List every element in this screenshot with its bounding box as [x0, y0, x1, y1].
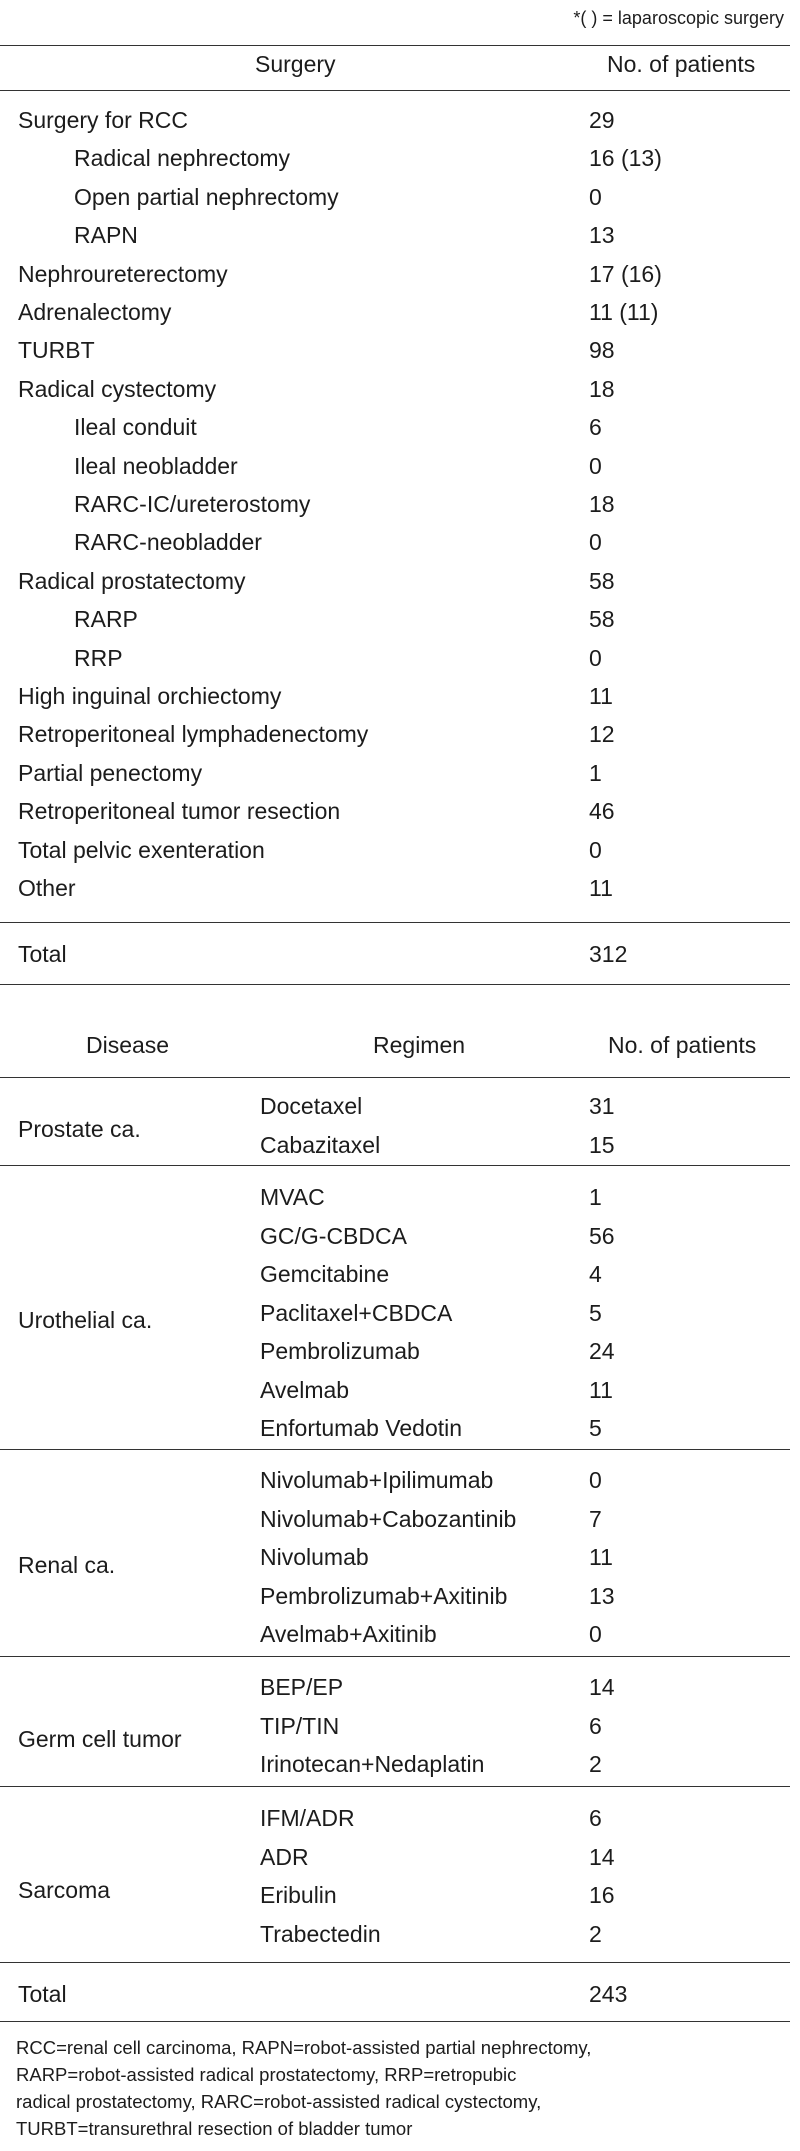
regimen-name: Avelmab	[260, 1376, 350, 1403]
regimen-count: 16	[589, 1882, 615, 1908]
regimen-count: 2	[589, 1751, 602, 1777]
surgery-count: 6	[589, 414, 602, 441]
surgery-name: Open partial nephrectomy	[74, 183, 339, 210]
disease-label: Renal ca.	[18, 1552, 116, 1578]
regimen-count: 5	[589, 1299, 602, 1326]
regimen-count: 4	[589, 1261, 602, 1287]
table-rule	[0, 1077, 790, 1078]
regimen-name: BEP/EP	[260, 1674, 344, 1700]
surgery-name: RARC-IC/ureterostomy	[74, 491, 311, 517]
total-label: Total	[18, 1981, 67, 2007]
regimen-header: Regimen	[373, 1032, 466, 1058]
surgery-name: High inguinal orchiectomy	[18, 683, 282, 709]
regimen-name: IFM/ADR	[260, 1805, 355, 1831]
surgery-count: 18	[589, 375, 615, 402]
table-rule	[0, 1962, 790, 1963]
regimen-name: Trabectedin	[260, 1920, 381, 1947]
footnote-line: RCC=renal cell carcinoma, RAPN=robot-assisted partial nephrectomy,	[16, 2037, 592, 2058]
regimen-count: 11	[589, 1376, 613, 1403]
regimen-count: 0	[589, 1467, 602, 1493]
surgery-name: RARC-neobladder	[74, 529, 262, 556]
regimen-count: 14	[589, 1674, 615, 1700]
surgery-name: Radical nephrectomy	[74, 145, 291, 172]
surgery-name: Adrenalectomy	[18, 299, 172, 325]
surgery-count: 1	[589, 759, 602, 786]
surgery-name: Surgery for RCC	[18, 107, 188, 133]
regimen-count: 24	[589, 1338, 615, 1364]
regimen-name: GC/G-CBDCA	[260, 1222, 407, 1249]
footnote-line: radical prostatectomy, RARC=robot-assisted radical cystectomy,	[16, 2091, 542, 2112]
surgery-count: 17 (16)	[589, 260, 662, 287]
regimen-name: Eribulin	[260, 1882, 337, 1908]
disease-header: Disease	[86, 1032, 170, 1058]
surgery-name: RARP	[74, 606, 138, 633]
surgery-name: Ileal conduit	[74, 414, 197, 441]
surgery-name: Ileal neobladder	[74, 452, 238, 479]
regimen-name: Enfortumab Vedotin	[260, 1415, 463, 1441]
regimen-count: 13	[589, 1582, 615, 1609]
regimen-name: MVAC	[260, 1184, 325, 1210]
regimen-count: 7	[589, 1505, 602, 1532]
surgery-count: 46	[589, 798, 615, 825]
disease-label: Urothelial ca.	[18, 1307, 153, 1333]
surgery-count: 0	[589, 644, 602, 671]
regimen-name: Nivolumab	[260, 1544, 369, 1570]
table-rule	[0, 90, 790, 91]
surgery-count: 0	[589, 529, 602, 556]
surgery-count: 0	[589, 836, 602, 863]
footnote-line: RARP=robot-assisted radical prostatectomy, RRP=retropubic	[16, 2064, 517, 2085]
regimen-count: 2	[589, 1920, 602, 1947]
total-value: 243	[589, 1981, 628, 2007]
regimen-count: 14	[589, 1843, 615, 1870]
surgery-count: 11	[589, 875, 613, 901]
surgery-count: 29	[589, 107, 615, 133]
surgery-name: Total pelvic exenteration	[18, 836, 265, 863]
total-label: Total	[18, 941, 67, 967]
surgery-name: Retroperitoneal lymphadenectomy	[18, 721, 369, 748]
regimen-count: 1	[589, 1184, 602, 1210]
regimen-name: Pembrolizumab+Axitinib	[260, 1582, 508, 1609]
table-rule	[0, 1656, 790, 1657]
surgery-count: 0	[589, 183, 602, 210]
regimen-count: 6	[589, 1712, 602, 1739]
regimen-name: Pembrolizumab	[260, 1338, 420, 1364]
table-rule	[0, 984, 790, 985]
table-rule	[0, 1449, 790, 1450]
total-value: 312	[589, 941, 628, 967]
regimen-name: TIP/TIN	[260, 1712, 340, 1739]
regimen-count: 31	[589, 1093, 615, 1119]
regimen-name: Paclitaxel+CBDCA	[260, 1299, 453, 1326]
regimen-name: Avelmab+Axitinib	[260, 1621, 437, 1647]
patients-header: No. of patients	[607, 51, 756, 77]
regimen-count: 15	[589, 1131, 615, 1158]
surgery-name: Retroperitoneal tumor resection	[18, 798, 341, 825]
regimen-name: Cabazitaxel	[260, 1131, 381, 1158]
disease-label: Prostate ca.	[18, 1116, 141, 1142]
laparoscopic-note: *( ) = laparoscopic surgery	[573, 8, 784, 28]
regimen-count: 6	[589, 1805, 602, 1831]
regimen-name: Irinotecan+Nedaplatin	[260, 1751, 485, 1777]
regimen-name: Gemcitabine	[260, 1261, 390, 1287]
surgery-name: TURBT	[18, 337, 95, 364]
disease-label: Germ cell tumor	[18, 1726, 182, 1752]
regimen-count: 5	[589, 1415, 602, 1441]
surgery-count: 0	[589, 452, 602, 479]
regimen-count: 0	[589, 1621, 602, 1647]
footnote-line: TURBT=transurethral resection of bladder tumor	[16, 2118, 413, 2139]
regimen-name: Nivolumab+Cabozantinib	[260, 1505, 517, 1532]
surgery-count: 12	[589, 721, 615, 748]
table-rule	[0, 2021, 790, 2022]
table-rule	[0, 922, 790, 923]
surgery-count: 13	[589, 222, 615, 249]
surgery-count: 18	[589, 491, 615, 517]
table-rule	[0, 1786, 790, 1787]
regimen-name: Docetaxel	[260, 1093, 363, 1119]
disease-label: Sarcoma	[18, 1877, 111, 1903]
regimen-name: ADR	[260, 1843, 309, 1870]
surgery-name: Partial penectomy	[18, 759, 203, 786]
patients-header: No. of patients	[608, 1032, 757, 1058]
surgery-name: Radical cystectomy	[18, 375, 217, 402]
surgery-name: Other	[18, 875, 76, 901]
surgery-name: Radical prostatectomy	[18, 567, 246, 594]
surgery-count: 58	[589, 606, 615, 633]
surgery-count: 11	[589, 683, 613, 709]
abbreviation-footnote	[16, 2034, 786, 2142]
surgery-count: 98	[589, 337, 615, 364]
surgery-name: RRP	[74, 644, 123, 671]
regimen-count: 56	[589, 1222, 615, 1249]
surgery-name: Nephroureterectomy	[18, 260, 228, 287]
table-rule	[0, 1165, 790, 1166]
regimen-count: 11	[589, 1544, 613, 1570]
surgery-count: 11 (11)	[589, 299, 659, 325]
surgery-header: Surgery	[255, 51, 336, 77]
regimen-name: Nivolumab+Ipilimumab	[260, 1467, 494, 1493]
surgery-count: 16 (13)	[589, 145, 662, 172]
surgery-name: RAPN	[74, 222, 138, 249]
surgery-count: 58	[589, 567, 615, 594]
